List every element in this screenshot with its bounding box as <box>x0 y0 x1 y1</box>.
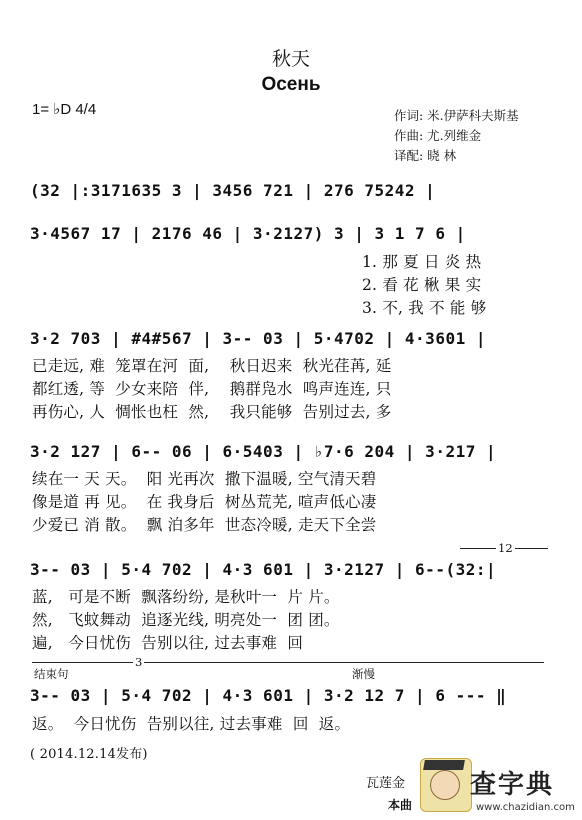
system-4-lyric-verse-2: 像是道 再 见。 在 我身后 树丛荒芜, 喧声低心凄 <box>32 493 377 511</box>
ending-bracket <box>32 662 544 663</box>
watermark-brand: 查字典 <box>470 770 555 800</box>
system-2-notes: 3·4567 17 | 2176 46 | 3·2127) 3 | 3 1 7 6 | <box>30 224 466 243</box>
ending-label: 结束句 <box>34 667 69 681</box>
system-3-lyric-verse-3: 再伤心, 人 惆怅也枉 然, 我只能够 告别过去, 多 <box>32 403 392 421</box>
system-2-lyric-verse-2: 2. 看 花 楸 果 实 <box>362 276 482 294</box>
system-6-notes: 3-- 03 | 5·4 702 | 4·3 601 | 3·2 12 7 | 6 --- ‖ <box>30 686 507 705</box>
release-note: ( 2014.12.14发布) <box>30 747 148 762</box>
lyricist-credit: 作词: 米.伊萨科夫斯基 <box>394 108 519 123</box>
system-5-lyric-verse-2: 然, 飞蚊舞动 追逐光线, 明亮处一 团 团。 <box>32 611 340 629</box>
translator-credit: 译配: 晓 林 <box>394 148 457 163</box>
system-4-lyric-verse-1: 续在一 天 天。 阳 光再次 撒下温暖, 空气清天碧 <box>32 470 377 488</box>
watermark-left-text-2: 本曲 <box>388 798 413 812</box>
system-6-lyric: 返。 今日忧伤 告别以往, 过去事难 回 返。 <box>32 715 351 733</box>
volta-number: 12 <box>498 541 513 555</box>
tempo-mark: 渐慢 <box>352 667 375 681</box>
song-subtitle: Осень <box>261 74 321 95</box>
system-3-lyric-verse-2: 都红透, 等 少女来陪 伴, 鹅群凫水 鸣声连连, 只 <box>32 380 392 398</box>
system-2-lyric-verse-1: 1. 那 夏 日 炎 热 <box>362 253 482 271</box>
watermark-cap-icon <box>423 760 465 770</box>
watermark-left-text: 瓦莲金 <box>366 776 406 791</box>
system-5-notes: 3-- 03 | 5·4 702 | 4·3 601 | 3·2127 | 6--(32:| <box>30 560 497 579</box>
system-4-notes: 3·2 127 | 6-- 06 | 6·5403 | ♭7·6 204 | 3·217 | <box>30 442 497 461</box>
system-4-lyric-verse-3: 少爱已 消 散。 飘 泊多年 世态冷暖, 走天下全尝 <box>32 516 377 534</box>
system-3-lyric-verse-1: 已走远, 难 笼罩在河 面, 秋日迟来 秋光荏苒, 延 <box>32 357 392 375</box>
key-signature: 1= ♭D 4/4 <box>32 101 97 118</box>
composer-credit: 作曲: 尤.列维金 <box>394 128 482 143</box>
system-2-lyric-verse-3: 3. 不, 我 不 能 够 <box>362 299 487 317</box>
system-3-notes: 3·2 703 | #4#567 | 3-- 03 | 5·4702 | 4·3601 | <box>30 329 486 348</box>
song-title: 秋天 <box>271 48 310 70</box>
watermark-face-icon <box>430 770 460 800</box>
ending-number: 3 <box>135 655 143 669</box>
system-5-lyric-verse-3: 遍, 今日忧伤 告别以往, 过去事难 回 <box>32 634 304 652</box>
system-1-notes: (32 |:3171635 3 | 3456 721 | 276 75242 | <box>30 181 436 200</box>
watermark-url: www.chazidian.com <box>476 802 575 813</box>
system-5-lyric-verse-1: 蓝, 可是不断 飘落纷纷, 是秋叶一 片 片。 <box>32 588 340 606</box>
